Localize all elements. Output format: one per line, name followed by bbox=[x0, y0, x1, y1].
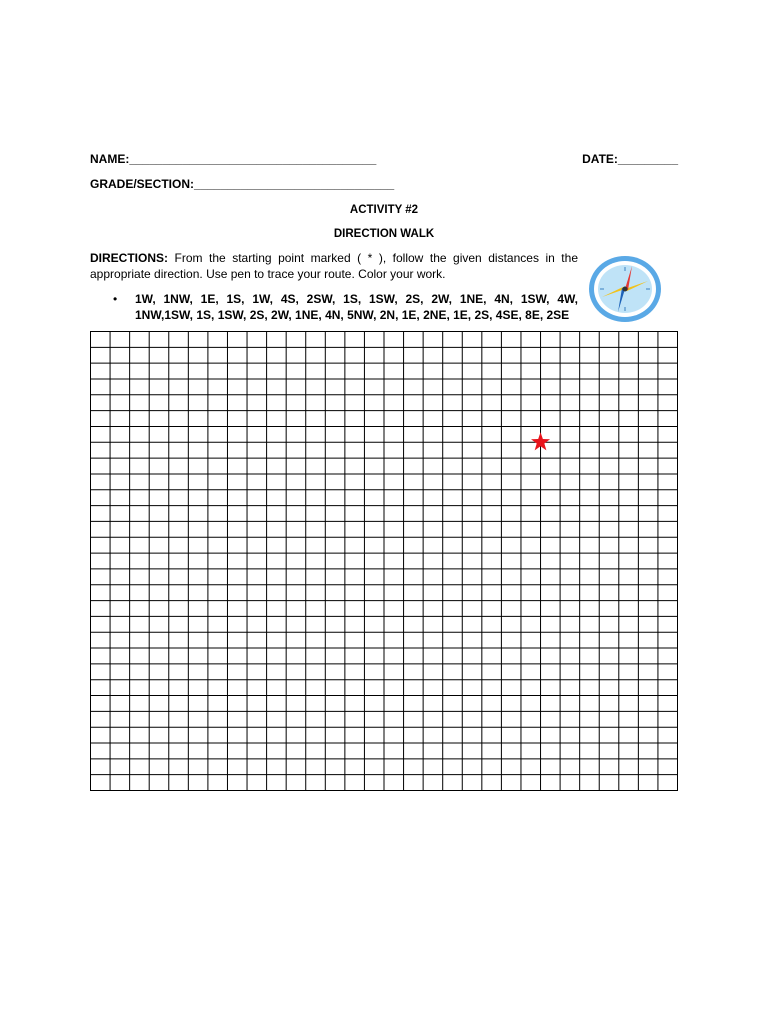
steps-text bbox=[135, 292, 691, 323]
directions-text: From the starting point marked ( * ), follow the given distances in the appropriate direction. Use pen to trace your route. Color your work. bbox=[90, 251, 578, 281]
name-date-row bbox=[90, 152, 678, 166]
grade-blank: ______________________________ bbox=[194, 177, 395, 191]
directions-paragraph bbox=[90, 251, 578, 282]
date-blank: _________ bbox=[617, 152, 678, 166]
activity-title: ACTIVITY #2 bbox=[349, 204, 419, 216]
directions-lead: DIRECTIONS: bbox=[90, 251, 168, 265]
date-label: DATE: bbox=[582, 152, 618, 166]
steps-line-2: 1NW,1SW, 1S, 1SW, 2S, 2W, 1NE, 4N, 5NW, 2N, 1E, 2NE, 1E, 2S, 4SE, 8E, 2SE bbox=[135, 307, 570, 322]
direction-walk-title: DIRECTION WALK bbox=[333, 228, 435, 240]
grade-section-row bbox=[90, 177, 394, 191]
name-blank: _____________________________________ bbox=[129, 152, 377, 166]
bullet: • bbox=[113, 292, 118, 306]
direction-grid bbox=[90, 331, 678, 791]
steps-line-1: 1W, 1NW, 1E, 1S, 1W, 4S, 2SW, 1S, 1SW, 2S, 2W, 1NE, 4N, 1SW, 4W, bbox=[135, 292, 578, 306]
date-field bbox=[582, 152, 678, 166]
grid-svg bbox=[90, 331, 678, 791]
name-label: NAME: bbox=[90, 152, 130, 166]
grade-label: GRADE/SECTION: bbox=[90, 177, 195, 191]
